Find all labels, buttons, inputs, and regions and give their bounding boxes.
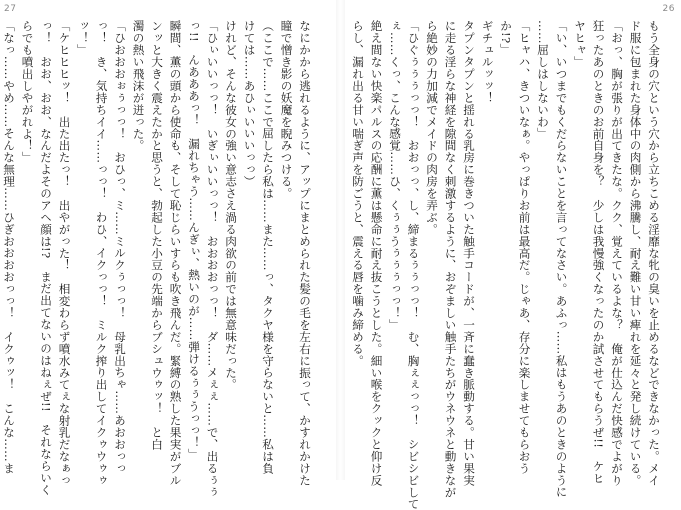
text-line: 「ケヒヒヒッ！ 出た出たっ！ 出やがった！ 相変わらず噴水みてぇな射乳だなぁっ	[57, 20, 72, 487]
text-line: 「おっ、胸が張りが出てきたな。クク、覚えているよな？ 俺が仕込んだ快感でよがり	[610, 20, 624, 487]
text-line: ッ！」	[76, 20, 90, 56]
page-gutter	[336, 0, 345, 480]
text-line: か!?」	[499, 20, 513, 56]
text-line: けては……あひぃいいいっっ）	[242, 20, 257, 188]
text-line: けれど、そんな彼女の強い意志さえ渦る肉欲の前では無意味だった。	[224, 20, 238, 391]
right-page-number: 26	[662, 4, 675, 14]
left-page	[0, 0, 336, 498]
text-line: 「ヒャハ、きついなぁ。やっぱりお前は最高だ。じゃあ、存分に楽しませてもらおう	[517, 20, 532, 475]
text-line: っ！ き、気持ちイイ……っっ！ わひ、イクっっ！ ミルク搾り出してイクゥウゥゥ	[94, 20, 109, 487]
text-line: ……屈しはしないわ」	[536, 20, 550, 140]
text-line: ンッと大きく震えたかと思うと、勃起した小豆の先端からブシュウゥッ！ と白	[150, 20, 164, 451]
text-line: ド服に包まれた身体中の肉側から沸騰し、耐え難い甘い痺れを延々と発し続けている。	[628, 20, 643, 487]
text-line: らし、漏れ出る甘い喘ぎ声を防ごうと、震える唇を噛み締める。	[351, 20, 365, 367]
text-line: らでも噴出しやがれよ！」	[20, 20, 35, 164]
right-page	[345, 0, 681, 510]
text-line: 「なっ……やめ……そんな無理……ひぎおおおおっっ！ イクゥッ！ こんな……ま	[2, 20, 16, 475]
text-line: 「ひぃいいっっ！ いぎぃいいっっ！ おおおおっっ！ ダ……メぇぇ……で、出るぅぅ	[205, 20, 220, 498]
text-line: ぇ……くっ、こんな感覚……ひ、くぅぅうぅぅぅっっ！」	[388, 20, 402, 331]
left-page-text	[2, 20, 314, 498]
text-line: タプンタプンと揺れる乳房に巻きついた触手コードが、一斉に蠢き脈動する。甘い果実	[462, 20, 476, 487]
right-page-text	[348, 20, 663, 510]
text-line: なにかから逃れるように、アップにまとめられた髪の毛を左右に振って、かすれかけた	[298, 20, 312, 487]
text-line: もう全身の穴という穴から立ちこめる淫靡な牝の臭いを止めるなどできなかった。メイ	[647, 20, 661, 487]
text-line: ヤヒャ」	[573, 20, 587, 68]
text-line: 「ひおおおぉぅっっ！ おひっ、ミ……ミルクぅっっ！ 母乳出ちゃ……あおおっっ	[113, 20, 127, 475]
text-line: 濁の熱い飛沫が迸った。	[131, 20, 146, 152]
text-line: ら絶妙の力加減でメイドの肉房を弄ぶ。	[425, 20, 439, 236]
text-line: （ここで……ここで屈したら私は……また……っ、タクヤ様を守らないと……私は負	[261, 20, 275, 475]
text-line: 狂ったあのときのお前自身を？ 少しは我慢強くなったのか試させてもらうぜ!! ケヒ	[591, 20, 606, 485]
text-line: 瞬間、薫の頭から使命も、そして恥じらいすらも吹き飛んだ。緊縛の熟した果実がブル	[168, 20, 183, 487]
text-line: っ！ おお、おお、なんだよそのアヘ顔は!? まだ出てないのはねぇぜ!! それならいく	[39, 20, 53, 496]
text-line: に走る淫らな神経を隙間なく刺激するように、おぞましい触手たちがウネウネと動きなが	[443, 20, 458, 498]
text-line: 瞳で憎き影の妖魔を睨みつける。	[279, 20, 294, 200]
left-page-number: 27	[4, 4, 17, 14]
text-line: 絶え間ない快楽パルスの応酬に薫は懸命に耐え抜こうとした。細い喉をクックと仰け反	[369, 20, 384, 487]
text-line: 「い、いつまでもくだらないことを言ってなさい。あふっ……私はもうあのときのように	[554, 20, 569, 498]
text-line: ギチュルッッ！	[480, 20, 495, 104]
text-line: っ!! んあああっ！ 漏れちゃう……んぎぃ、熱いのが……弾けるぅぅうっっ！」	[187, 20, 201, 461]
text-line: 「ひぐぅぅぅっっ！ おおっっ、し、締まるぅぅっっ！ む、胸ぇぇっっ！ シビシビして	[406, 20, 421, 510]
